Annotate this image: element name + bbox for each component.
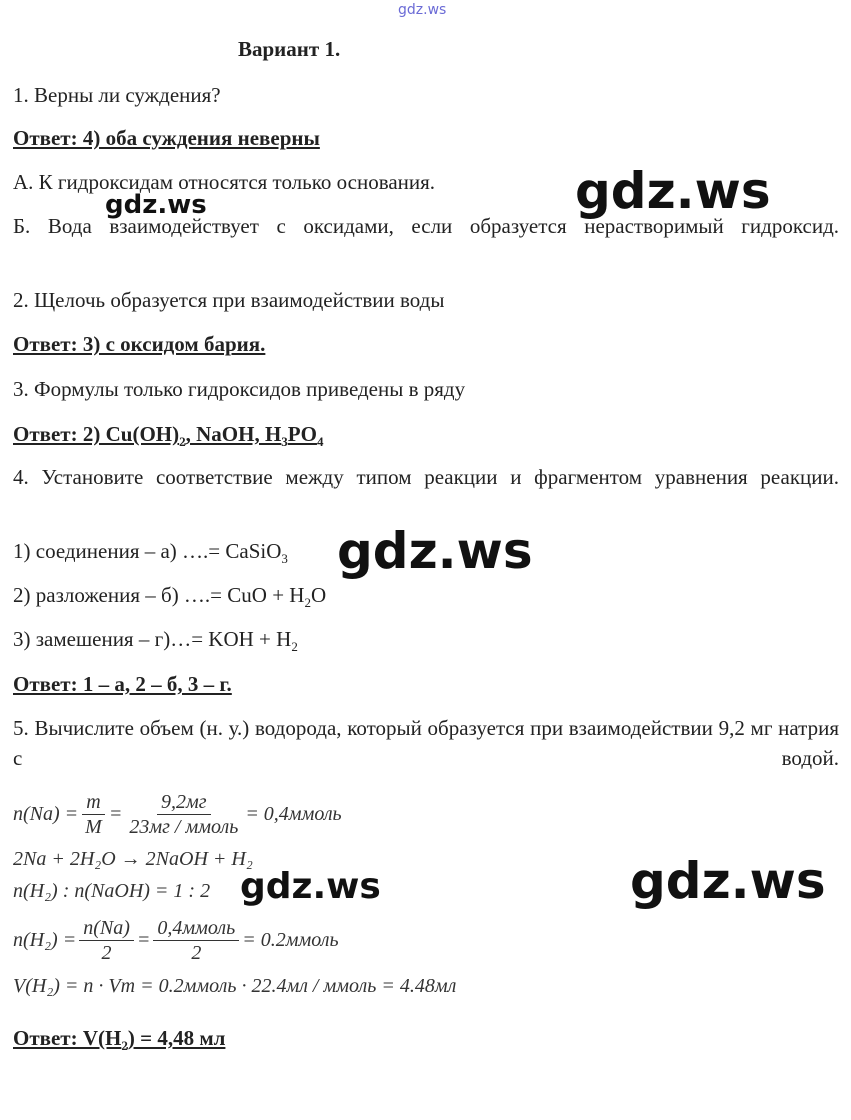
- answer-3: [13, 419, 323, 457]
- match-3: [13, 624, 298, 662]
- statement-a: А. К гидроксидам относятся только основания.: [13, 170, 436, 194]
- formula-line-3: n(H₂) : n(NaOH) = 1 : 2: [13, 880, 211, 902]
- fraction-numerator: 9,2мг: [157, 790, 211, 815]
- formula-text: = 0.2ммоль: [242, 929, 339, 951]
- answer-5: [13, 1023, 225, 1061]
- fraction-denominator: 2: [191, 942, 202, 964]
- answer-3-sub: 2: [179, 434, 186, 450]
- formula-line-5: V(H₂) = n · Vm = 0.2ммоль · 22.4мл / ммоль = 4.48мл: [13, 975, 457, 997]
- question-5: 5. Вычислите объем (н. у.) водорода, который образуется при взаимодействии 9,2 мг натрия с водой.: [13, 716, 839, 770]
- answer-3-part: PO: [287, 422, 317, 446]
- match-3-text: 3) замешения – г)…= KOH + H: [13, 627, 292, 651]
- formula-text: n(Na) =: [13, 803, 79, 825]
- top-watermark: gdz.ws: [398, 2, 447, 18]
- answer-3-sub: 4: [316, 434, 324, 450]
- answer-5-part: ) = 4,48 мл: [127, 1026, 226, 1050]
- fraction: [81, 790, 106, 839]
- answer-3-part: , NaOH, H: [185, 422, 282, 446]
- match-3-sub: 2: [291, 639, 298, 655]
- question-3: 3. Формулы только гидроксидов приведены в ряду: [13, 377, 466, 401]
- page-title: Вариант 1.: [238, 37, 341, 61]
- formula-text: n(H₂) =: [13, 929, 77, 951]
- answer-3-sub: 3: [281, 434, 288, 450]
- answer-5-part: Ответ: V(H: [13, 1026, 122, 1050]
- fraction-denominator: 2: [101, 942, 112, 964]
- question-4: 4. Установите соответствие между типом реакции и фрагментом уравнения реакции.: [13, 465, 839, 489]
- answer-4: Ответ: 1 – а, 2 – б, 3 – г.: [13, 672, 232, 696]
- fraction: [153, 916, 239, 965]
- formula-line-4: [13, 916, 339, 965]
- formula-text: = 0,4ммоль: [245, 803, 342, 825]
- answer-1: Ответ: 4) оба суждения неверны: [13, 126, 320, 150]
- formula-text: =: [136, 929, 151, 951]
- watermark: gdz.ws: [337, 522, 533, 580]
- watermark: gdz.ws: [240, 866, 381, 907]
- watermark: gdz.ws: [630, 852, 826, 910]
- fraction-numerator: m: [82, 790, 104, 815]
- match-2-text: O: [310, 583, 327, 607]
- fraction: [79, 916, 134, 965]
- watermark: gdz.ws: [105, 190, 207, 220]
- formula-line-1: [13, 790, 342, 839]
- fraction: [125, 790, 242, 839]
- match-2: [13, 580, 326, 618]
- match-1-text: 1) соединения – а) ….= CaSiO: [13, 539, 282, 563]
- answer-2: Ответ: 3) с оксидом бария.: [13, 332, 266, 356]
- match-2-text: 2) разложения – б) ….= CuO + H: [13, 583, 305, 607]
- match-1-sub: 3: [281, 551, 288, 567]
- answer-5-sub: 2: [121, 1038, 128, 1054]
- statement-b: Б. Вода взаимодействует с оксидами, если образуется нерастворимый гидроксид.: [13, 214, 839, 238]
- question-1: 1. Верны ли суждения?: [13, 83, 221, 107]
- match-1: [13, 536, 288, 574]
- formula-line-2: 2Na + 2H₂O → 2NaOH + H₂: [13, 848, 253, 870]
- fraction-numerator: n(Na): [79, 916, 134, 941]
- fraction-denominator: 23мг / ммоль: [129, 816, 239, 838]
- formula-text: =: [108, 803, 123, 825]
- answer-3-part: Ответ: 2) Cu(OH): [13, 422, 180, 446]
- match-2-sub: 2: [304, 595, 311, 611]
- question-2: 2. Щелочь образуется при взаимодействии воды: [13, 288, 445, 312]
- fraction-denominator: M: [85, 816, 102, 838]
- fraction-numerator: 0,4ммоль: [153, 916, 239, 941]
- watermark: gdz.ws: [575, 162, 771, 220]
